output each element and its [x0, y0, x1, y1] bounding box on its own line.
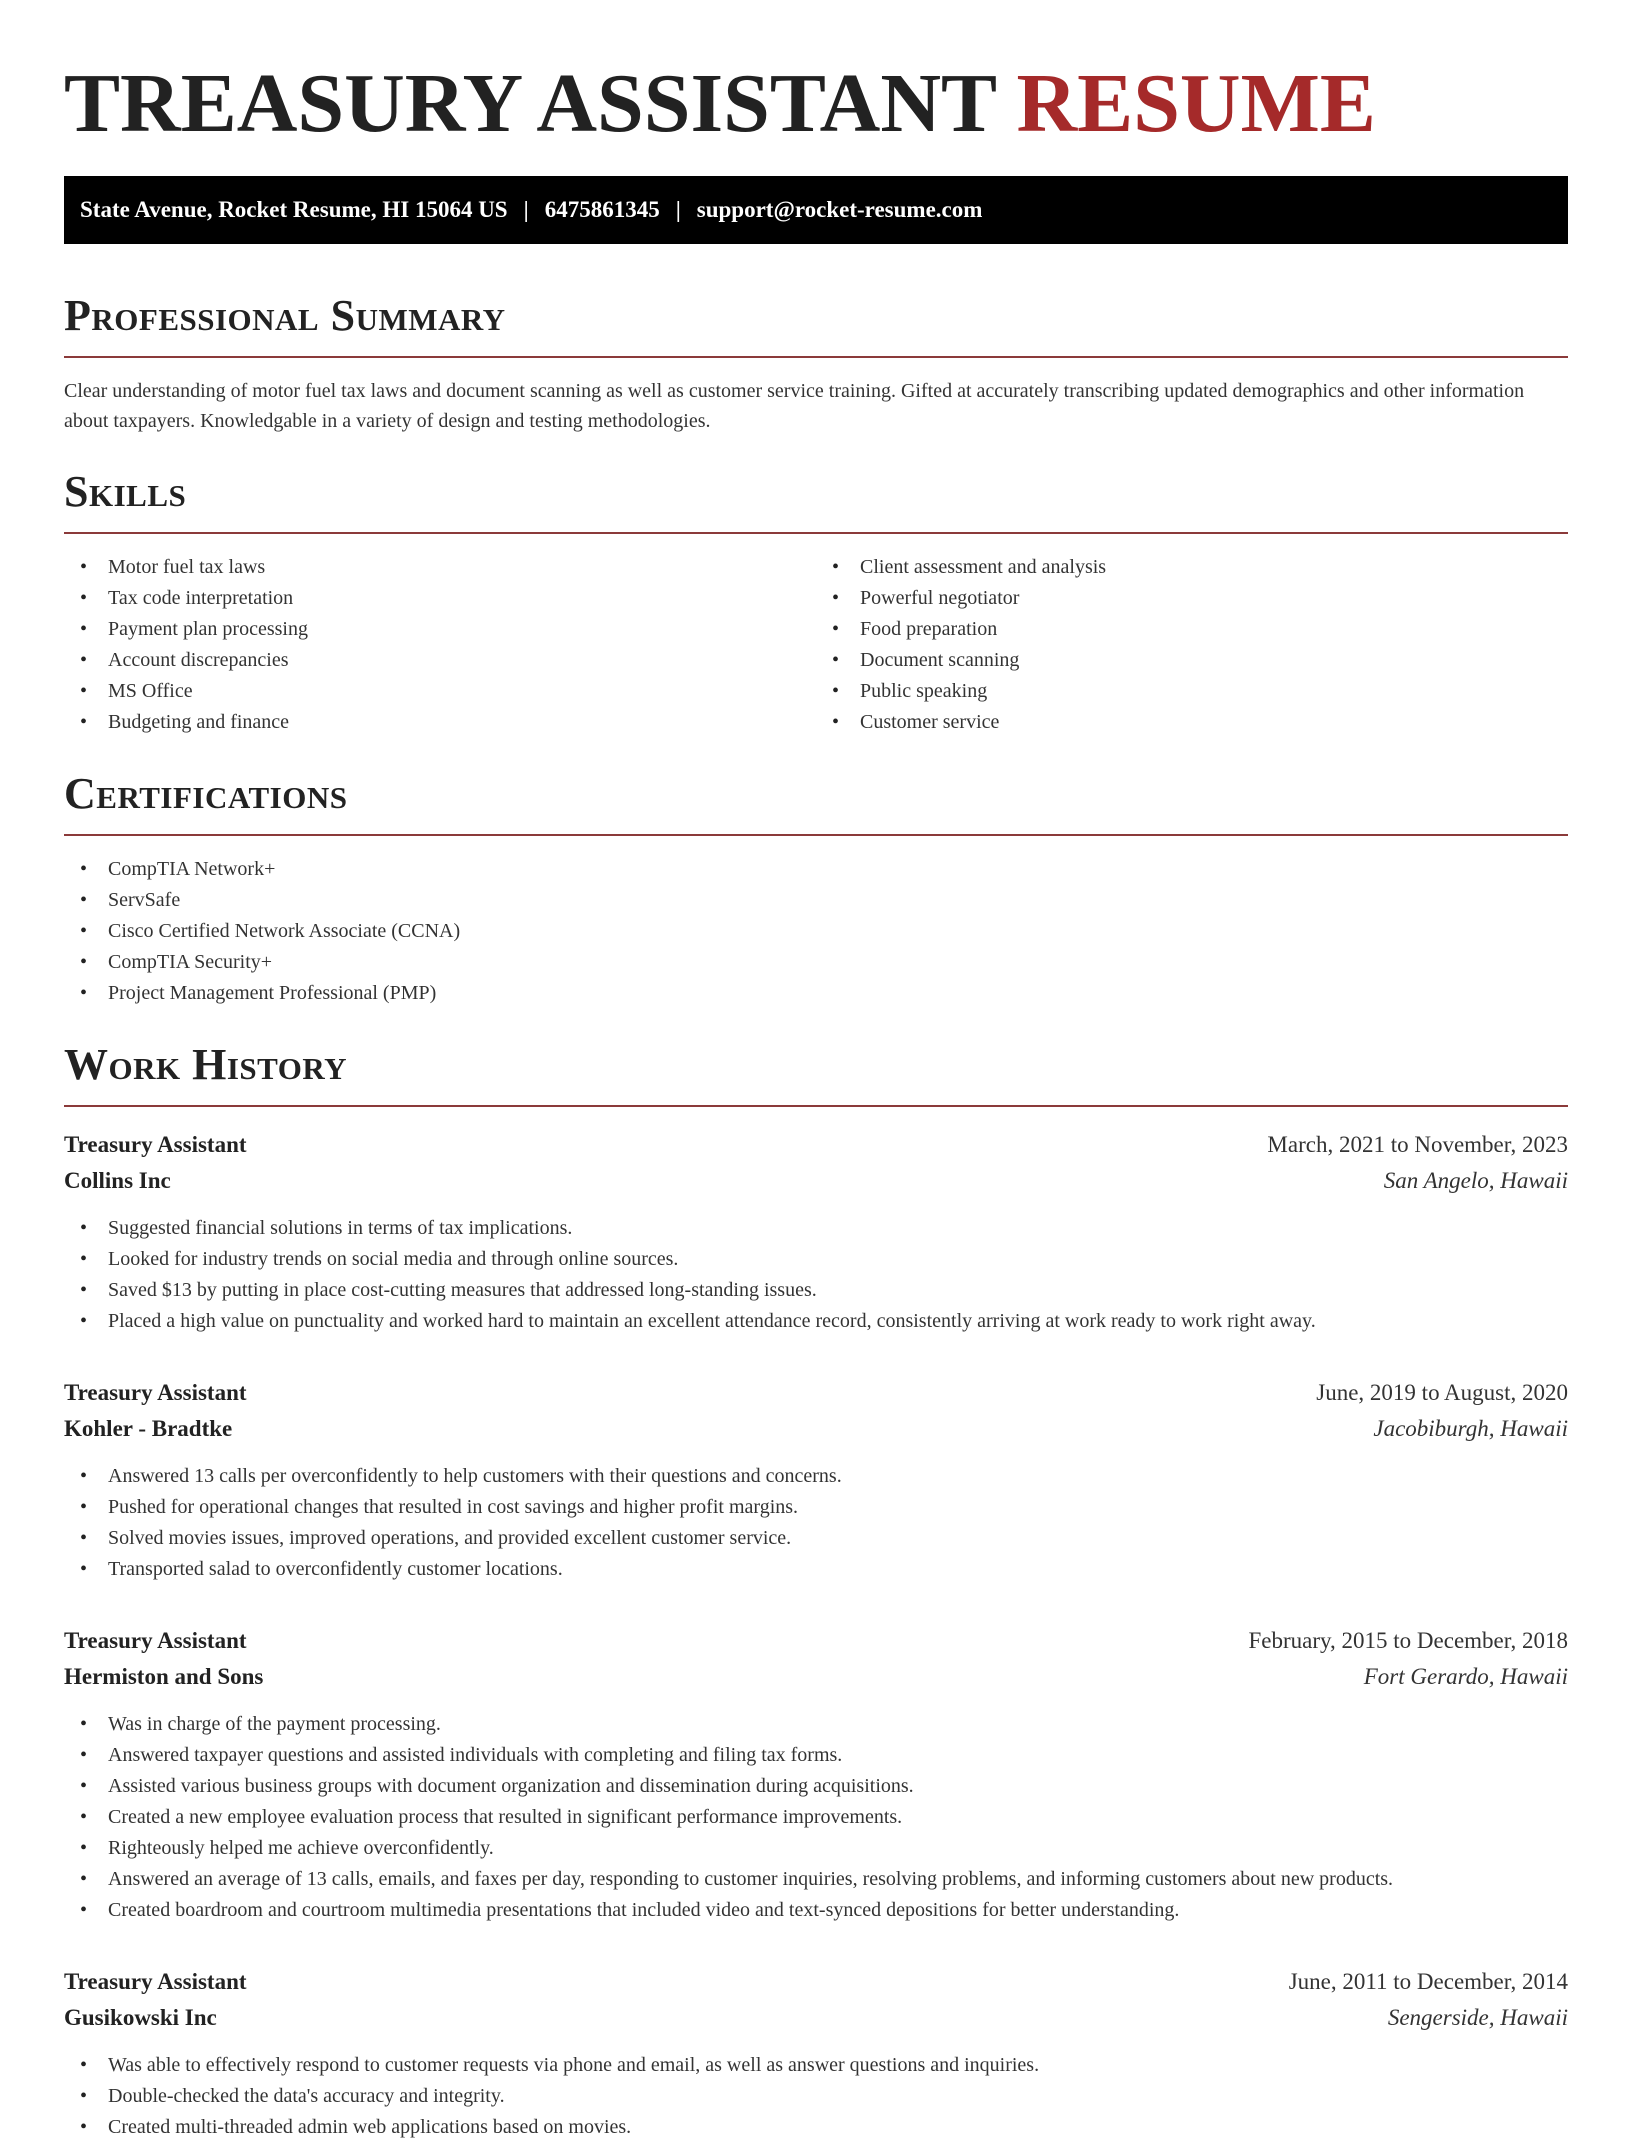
section-divider [64, 532, 1568, 534]
skill-item: • Budgeting and finance [64, 707, 816, 738]
job-header-row [64, 1964, 1568, 2000]
job-title: Treasury Assistant [64, 1380, 247, 1405]
certification-item: • Project Management Professional (PMP) [64, 978, 1568, 1009]
resume-title [64, 56, 1568, 152]
duty-item: • Saved $13 by putting in place cost-cutting measures that addressed long-standing issues. [64, 1275, 1568, 1306]
skill-item: • Public speaking [816, 676, 1568, 707]
job-company-row [64, 1163, 1568, 1199]
contact-phone: 6475861345 [544, 197, 660, 222]
job-header-row [64, 1127, 1568, 1163]
certification-item: • ServSafe [64, 885, 1568, 916]
job-location: Fort Gerardo, Hawaii [1363, 1664, 1568, 1689]
skill-item: • Tax code interpretation [64, 583, 816, 614]
skills-list-left [64, 552, 816, 738]
job-entry [64, 1964, 1568, 2143]
duty-item: • Created a new employee evaluation process that resulted in significant performance improvements. [64, 1802, 1568, 1833]
contact-separator: | [523, 197, 529, 222]
duty-item: • Transported salad to overconfidently customer locations. [64, 1554, 1568, 1585]
job-company-row [64, 1659, 1568, 1695]
duty-item: • Assisted various business groups with document organization and dissemination during acquisitions. [64, 1771, 1568, 1802]
certifications-section [64, 768, 1568, 1009]
certifications-list [64, 854, 1568, 1009]
section-divider [64, 356, 1568, 358]
summary-section [64, 290, 1568, 436]
job-dates: June, 2019 to August, 2020 [1316, 1380, 1568, 1405]
skill-item: • Payment plan processing [64, 614, 816, 645]
skills-grid [64, 552, 1568, 738]
job-location: Jacobiburgh, Hawaii [1373, 1416, 1568, 1441]
skills-list-right [816, 552, 1568, 738]
duty-item: • Double-checked the data's accuracy and integrity. [64, 2081, 1568, 2112]
duty-item: • Answered 13 calls per overconfidently to help customers with their questions and concerns. [64, 1461, 1568, 1492]
duty-item: • Solved movies issues, improved operations, and provided excellent customer service. [64, 1523, 1568, 1554]
job-company: Gusikowski Inc [64, 2005, 217, 2030]
section-heading: Professional Summary [64, 291, 506, 340]
section-heading: Certifications [64, 769, 348, 818]
job-company-row [64, 2000, 1568, 2036]
duty-item: • Answered taxpayer questions and assisted individuals with completing and filing tax forms. [64, 1740, 1568, 1771]
skill-item: • Account discrepancies [64, 645, 816, 676]
title-main: TREASURY ASSISTANT [64, 57, 996, 150]
job-location: Sengerside, Hawaii [1387, 2005, 1568, 2030]
job-location: San Angelo, Hawaii [1383, 1168, 1568, 1193]
skill-item: • Client assessment and analysis [816, 552, 1568, 583]
skills-section [64, 466, 1568, 738]
job-title: Treasury Assistant [64, 1628, 247, 1653]
title-accent: RESUME [1016, 57, 1376, 150]
duty-item: • Was able to effectively respond to customer requests via phone and email, as well as answer questions and inquiries. [64, 2050, 1568, 2081]
job-dates: March, 2021 to November, 2023 [1267, 1132, 1568, 1157]
job-duties [64, 1709, 1568, 1926]
duty-item: • Pushed for operational changes that resulted in cost savings and higher profit margins. [64, 1492, 1568, 1523]
contact-bar [64, 176, 1568, 244]
certification-item: • Cisco Certified Network Associate (CCNA) [64, 916, 1568, 947]
certification-item: • CompTIA Network+ [64, 854, 1568, 885]
job-company-row [64, 1411, 1568, 1447]
skill-item: • Powerful negotiator [816, 583, 1568, 614]
section-heading: Skills [64, 467, 187, 516]
job-dates: June, 2011 to December, 2014 [1288, 1969, 1568, 1994]
job-entry [64, 1375, 1568, 1585]
job-header-row [64, 1375, 1568, 1411]
job-title: Treasury Assistant [64, 1132, 247, 1157]
section-divider [64, 834, 1568, 836]
section-divider [64, 1105, 1568, 1107]
job-header-row [64, 1623, 1568, 1659]
contact-email: support@rocket-resume.com [696, 197, 983, 222]
job-entry [64, 1623, 1568, 1926]
job-duties [64, 1213, 1568, 1337]
job-company: Kohler - Bradtke [64, 1416, 233, 1441]
job-duties [64, 1461, 1568, 1585]
skill-item: • Food preparation [816, 614, 1568, 645]
job-duties [64, 2050, 1568, 2143]
job-company: Collins Inc [64, 1168, 171, 1193]
duty-item: • Created boardroom and courtroom multimedia presentations that included video and text-synced depositions for better understanding. [64, 1895, 1568, 1926]
contact-separator: | [675, 197, 681, 222]
skill-item: • Motor fuel tax laws [64, 552, 816, 583]
certification-item: • CompTIA Security+ [64, 947, 1568, 978]
job-title: Treasury Assistant [64, 1969, 247, 1994]
duty-item: • Answered an average of 13 calls, emails, and faxes per day, responding to customer inquiries, resolving problems, and informing customers about new products. [64, 1864, 1568, 1895]
duty-item: • Was in charge of the payment processing. [64, 1709, 1568, 1740]
duty-item: • Righteously helped me achieve overconfidently. [64, 1833, 1568, 1864]
duty-item: • Looked for industry trends on social media and through online sources. [64, 1244, 1568, 1275]
skill-item: • Document scanning [816, 645, 1568, 676]
duty-item: • Suggested financial solutions in terms of tax implications. [64, 1213, 1568, 1244]
section-heading: Work History [64, 1040, 348, 1089]
skill-item: • Customer service [816, 707, 1568, 738]
skill-item: • MS Office [64, 676, 816, 707]
summary-text: Clear understanding of motor fuel tax laws and document scanning as well as customer service training. Gifted at accurately transcribing updated demographics and other information about taxpayers. Knowledgable in a variety of design and testing methodologies. [64, 380, 1525, 432]
work-history-section [64, 1039, 1568, 2143]
duty-item: • Placed a high value on punctuality and worked hard to maintain an excellent attendance record, consistently arriving at work ready to work right away. [64, 1306, 1568, 1337]
duty-item: • Created multi-threaded admin web applications based on movies. [64, 2112, 1568, 2143]
job-dates: February, 2015 to December, 2018 [1248, 1628, 1568, 1653]
contact-address: State Avenue, Rocket Resume, HI 15064 US [80, 197, 508, 222]
job-company: Hermiston and Sons [64, 1664, 264, 1689]
job-entry [64, 1127, 1568, 1337]
